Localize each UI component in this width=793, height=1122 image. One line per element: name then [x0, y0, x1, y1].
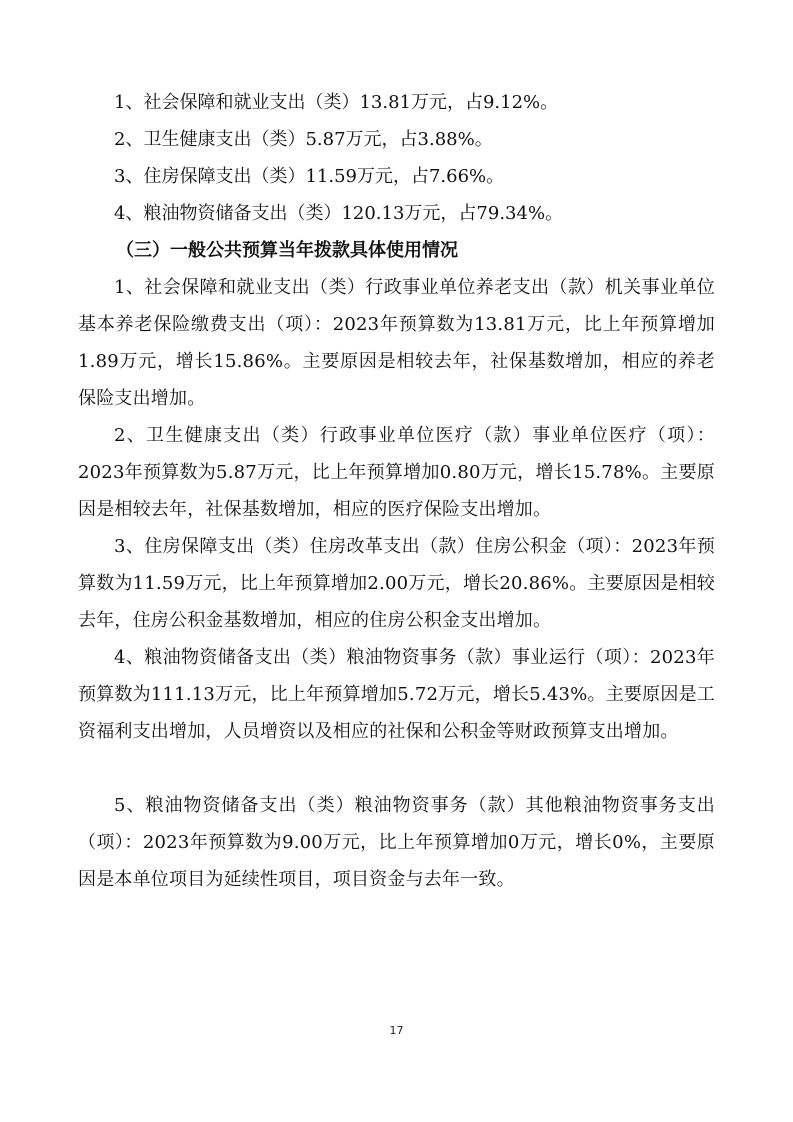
paragraph: 5、粮油物资储备支出（类）粮油物资事务（款）其他粮油物资事务支出（项）：2023年预算数为9.00万元，比上年预算增加0万元，增长0%，主要原因是本单位项目为延续性项目，项目资金与去年一致。: [78, 795, 715, 890]
section-heading: （三）一般公共预算当年拨款具体使用情况: [116, 240, 458, 261]
paragraph: 2、卫生健康支出（类）行政事业单位医疗（款）事业单位医疗（项）：2023年预算数为5.87万元，比上年预算增加0.80万元，增长15.78%。主要原因是相较去年，社保基数增加，相应的医疗保险支出增加。: [78, 425, 715, 520]
summary-item: 3、住房保障支出（类）11.59万元，占7.66%。: [114, 166, 505, 187]
paragraph: 1、社会保障和就业支出（类）行政事业单位养老支出（款）机关事业单位基本养老保险缴费支出（项）：2023年预算数为13.81万元，比上年预算增加1.89万元，增长15.86%。主要原因是相较去年，社保基数增加，相应的养老保险支出增加。: [78, 277, 715, 409]
paragraph: 3、住房保障支出（类）住房改革支出（款）住房公积金（项）：2023年预算数为11.59万元，比上年预算增加2.00万元，增长20.86%。主要原因是相较去年，住房公积金基数增加，相应的住房公积金支出增加。: [78, 536, 715, 631]
page-number: 17: [389, 1024, 404, 1037]
summary-item: 1、社会保障和就业支出（类）13.81万元，占9.12%。: [114, 92, 559, 113]
summary-item: 4、粮油物资储备支出（类）120.13万元，占79.34%。: [114, 203, 564, 224]
summary-item: 2、卫生健康支出（类）5.87万元，占3.88%。: [114, 129, 493, 150]
paragraph: 4、粮油物资储备支出（类）粮油物资事务（款）事业运行（项）：2023年预算数为111.13万元，比上年预算增加5.72万元，增长5.43%。主要原因是工资福利支出增加，人员增资以及相应的社保和公积金等财政预算支出增加。: [78, 647, 715, 742]
